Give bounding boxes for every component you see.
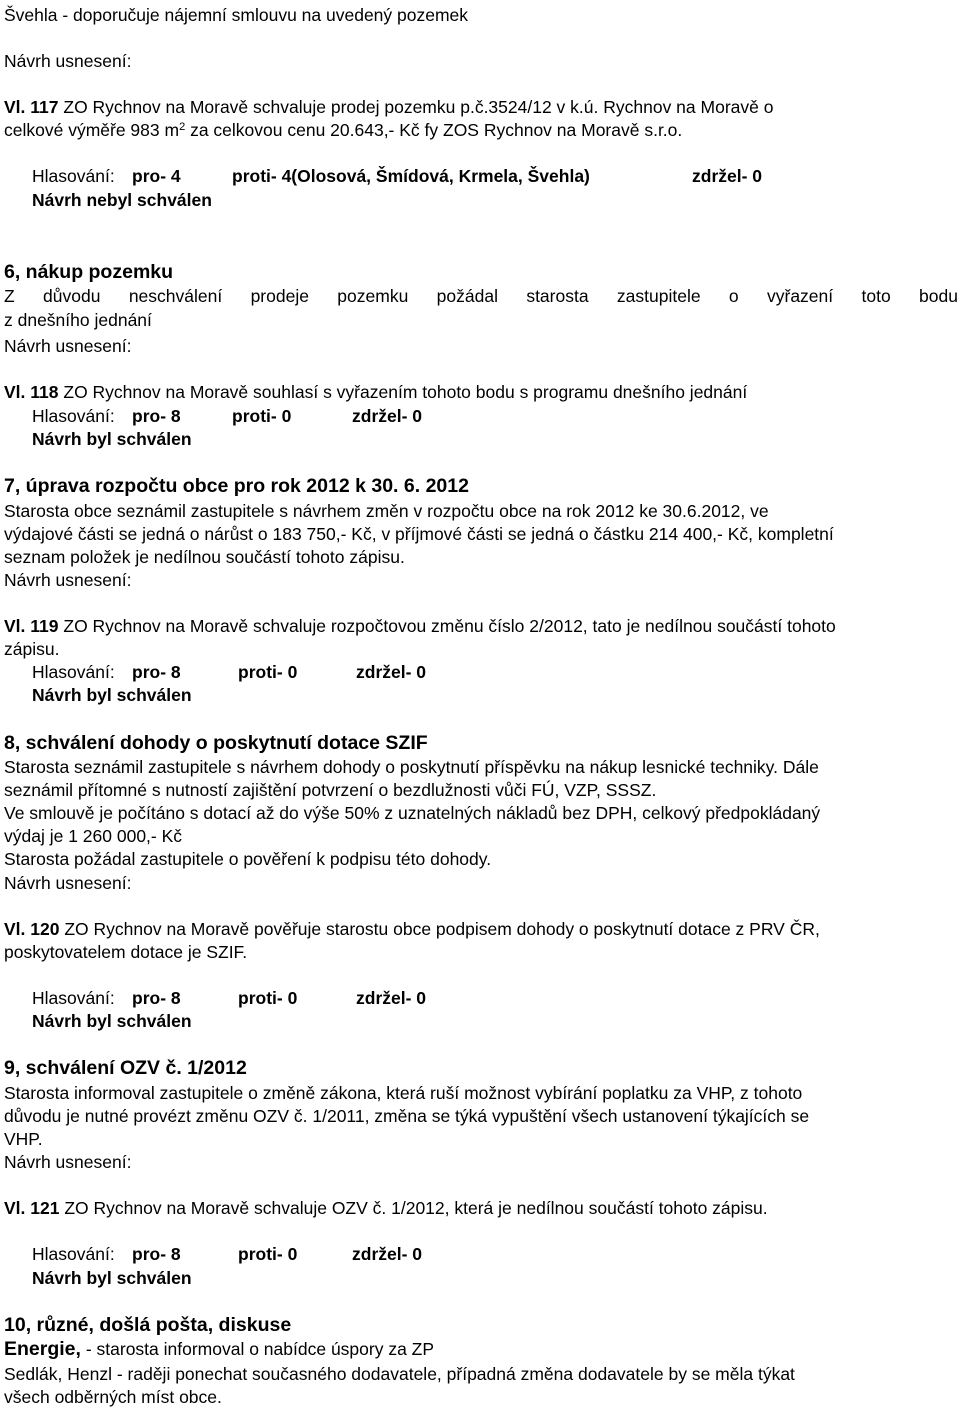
vote-proti: proti- 0	[238, 662, 298, 682]
word: vyřazení	[767, 286, 834, 306]
text-line: Švehla - doporučuje nájemní smlouvu na uvedený pozemek	[4, 5, 469, 25]
vote-label: Hlasování:	[32, 166, 115, 186]
vote-result: Návrh byl schválen	[32, 1268, 192, 1288]
resolution-121	[4, 1197, 768, 1219]
text-line: Starosta obce seznámil zastupitele s návrhem změn v rozpočtu obce na rok 2012 ke 30.6.2012, ve	[4, 501, 769, 521]
resolution-number: Vl. 118	[4, 382, 59, 402]
text-line: seznámil přítomné s nutností zajištění potvrzení o bezdlužnosti vůči FÚ, VZP, SSSZ.	[4, 780, 657, 800]
resolution-119	[4, 615, 836, 637]
proposal-label: Návrh usnesení:	[4, 873, 132, 893]
vote-label: Hlasování:	[32, 988, 115, 1008]
resolution-118	[4, 381, 747, 403]
text-line: Sedlák, Henzl - raději ponechat současného dodavatele, případná změna dodavatele by se měla týkat	[4, 1364, 795, 1384]
resolution-number: Vl. 117	[4, 97, 59, 117]
word: toto	[861, 286, 891, 306]
vote-proti: proti- 0	[238, 988, 298, 1008]
word: starosta	[526, 286, 589, 306]
text-line: důvodu je nutné provézt změnu OZV č. 1/2011, změna se týká vypuštění všech ustanovení týkajících se	[4, 1106, 810, 1126]
section-title: 8, schválení dohody o poskytnutí dotace SZIF	[4, 732, 428, 754]
vote-proti: proti- 0	[238, 1244, 298, 1264]
vote-proti: proti- 0	[232, 406, 292, 426]
word: prodeje	[250, 286, 309, 306]
vote-zdrzel: zdržel- 0	[356, 988, 427, 1008]
resolution-text: ZO Rychnov na Moravě schvaluje prodej pozemku p.č.3524/12 v k.ú. Rychnov na Moravě o	[63, 97, 774, 117]
text-line: poskytovatelem dotace je SZIF.	[4, 942, 248, 962]
text-line: výdajové části se jedná o nárůst o 183 750,- Kč, v příjmové části se jedná o částku 214 400,- Kč, kompletní	[4, 524, 834, 544]
vote-proti: proti- 4(Olosová, Šmídová, Krmela, Švehla)	[232, 166, 590, 186]
text-line: Starosta seznámil zastupitele s návrhem dohody o poskytnutí příspěvku na nákup lesnické techniky. Dále	[4, 757, 819, 777]
vote-pro: pro- 8	[132, 1244, 181, 1264]
resolution-117	[4, 96, 773, 118]
vote-pro: pro- 8	[132, 406, 181, 426]
word: pozemku	[337, 286, 409, 306]
energy-line	[4, 1338, 434, 1360]
word: neschválení	[128, 286, 223, 306]
resolution-number: Vl. 120	[4, 919, 60, 939]
vote-zdrzel: zdržel- 0	[352, 406, 423, 426]
section-title: 9, schválení OZV č. 1/2012	[4, 1057, 247, 1079]
resolution-text-line	[4, 119, 682, 141]
proposal-label: Návrh usnesení:	[4, 51, 132, 71]
text-line: všech odběrných míst obce.	[4, 1387, 222, 1407]
vote-label: Hlasování:	[32, 406, 115, 426]
text-line: zápisu.	[4, 639, 60, 659]
vote-result: Návrh byl schválen	[32, 1011, 192, 1031]
text-line: výdaj je 1 260 000,- Kč	[4, 826, 183, 846]
resolution-text-part: celkové výměře 983 m	[4, 120, 180, 140]
resolution-text: ZO Rychnov na Moravě schvaluje rozpočtovou změnu číslo 2/2012, tato je nedílnou součástí tohoto	[63, 616, 836, 636]
resolution-text-part: za celkovou cenu 20.643,- Kč fy ZOS Rychnov na Moravě s.r.o.	[190, 120, 683, 140]
energy-text: - starosta informoval o nabídce úspory za ZP	[85, 1339, 435, 1359]
word: o	[728, 286, 739, 306]
justified-line	[4, 285, 958, 307]
text-line: Starosta informoval zastupitele o změně zákona, která ruší možnost vybírání poplatku za VHP, z tohoto	[4, 1083, 803, 1103]
vote-zdrzel: zdržel- 0	[352, 1244, 423, 1264]
section-title: 6, nákup pozemku	[4, 261, 174, 283]
section-title: 7, úprava rozpočtu obce pro rok 2012 k 30. 6. 2012	[4, 475, 469, 497]
vote-result: Návrh nebyl schválen	[32, 190, 212, 210]
vote-zdrzel: zdržel- 0	[692, 166, 763, 186]
text-line: seznam položek je nedílnou součástí tohoto zápisu.	[4, 547, 405, 567]
energy-label: Energie,	[4, 1338, 81, 1360]
word: zastupitele	[616, 286, 701, 306]
proposal-label: Návrh usnesení:	[4, 1152, 132, 1172]
superscript: 2	[179, 121, 186, 133]
vote-label: Hlasování:	[32, 662, 115, 682]
vote-pro: pro- 4	[132, 166, 181, 186]
vote-result: Návrh byl schválen	[32, 429, 192, 449]
resolution-text: ZO Rychnov na Moravě pověřuje starostu obce podpisem dohody o poskytnutí dotace z PRV ČR,	[64, 919, 820, 939]
text-line: Ve smlouvě je počítáno s dotací až do výše 50% z uznatelných nákladů bez DPH, celkový předpokládaný	[4, 803, 821, 823]
text-line: VHP.	[4, 1129, 43, 1149]
section-title: 10, různé, došlá pošta, diskuse	[4, 1314, 292, 1336]
justified-words	[4, 285, 958, 307]
vote-result: Návrh byl schválen	[32, 685, 192, 705]
resolution-number: Vl. 119	[4, 616, 59, 636]
text-line: Starosta požádal zastupitele o pověření k podpisu této dohody.	[4, 849, 492, 869]
word: bodu	[919, 286, 958, 306]
resolution-number: Vl. 121	[4, 1198, 60, 1218]
vote-pro: pro- 8	[132, 988, 181, 1008]
resolution-120	[4, 918, 820, 940]
word: Z	[4, 286, 15, 306]
word: požádal	[436, 286, 498, 306]
resolution-text: ZO Rychnov na Moravě schvaluje OZV č. 1/2012, která je nedílnou součástí tohoto zápisu.	[64, 1198, 768, 1218]
proposal-label: Návrh usnesení:	[4, 570, 132, 590]
vote-label: Hlasování:	[32, 1244, 115, 1264]
vote-pro: pro- 8	[132, 662, 181, 682]
proposal-label: Návrh usnesení:	[4, 336, 132, 356]
text-line: z dnešního jednání	[4, 310, 152, 330]
vote-zdrzel: zdržel- 0	[356, 662, 427, 682]
word: důvodu	[43, 286, 101, 306]
resolution-text: ZO Rychnov na Moravě souhlasí s vyřazením tohoto bodu s programu dnešního jednání	[63, 382, 748, 402]
